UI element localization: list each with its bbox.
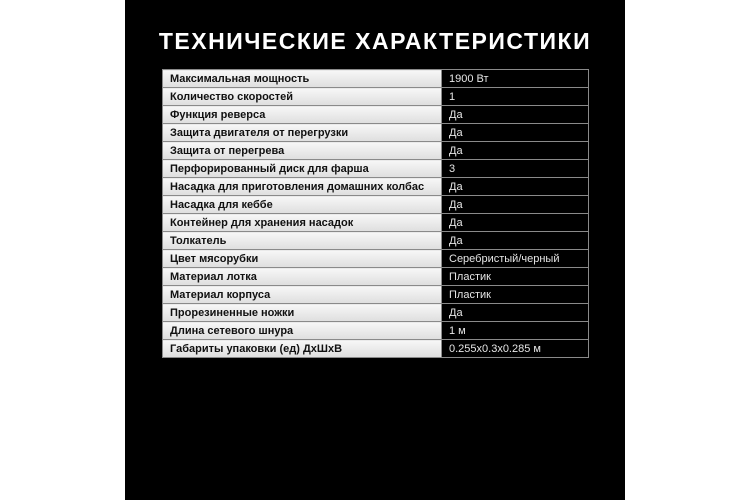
- table-row: [163, 286, 589, 304]
- spec-label: Толкатель: [163, 232, 442, 250]
- page-title: ТЕХНИЧЕСКИЕ ХАРАКТЕРИСТИКИ: [158, 28, 592, 54]
- spec-value: 1900 Вт: [442, 70, 589, 88]
- specs-table: [162, 69, 589, 358]
- table-row: [163, 106, 589, 124]
- table-row: [163, 142, 589, 160]
- spec-label: Перфорированный диск для фарша: [163, 160, 442, 178]
- spec-value: Да: [442, 196, 589, 214]
- table-row: [163, 340, 589, 358]
- spec-label: Насадка для приготовления домашних колбас: [163, 178, 442, 196]
- spec-panel: [125, 0, 625, 500]
- spec-value: Серебристый/черный: [442, 250, 589, 268]
- table-row: [163, 232, 589, 250]
- table-row: [163, 322, 589, 340]
- spec-value: Да: [442, 178, 589, 196]
- table-row: [163, 196, 589, 214]
- table-row: [163, 124, 589, 142]
- spec-label: Цвет мясорубки: [163, 250, 442, 268]
- spec-label: Материал лотка: [163, 268, 442, 286]
- table-row: [163, 268, 589, 286]
- spec-value: Да: [442, 232, 589, 250]
- spec-label: Контейнер для хранения насадок: [163, 214, 442, 232]
- spec-value: Пластик: [442, 268, 589, 286]
- spec-value: Пластик: [442, 286, 589, 304]
- spec-value: Да: [442, 214, 589, 232]
- spec-value: Да: [442, 304, 589, 322]
- spec-value: 1: [442, 88, 589, 106]
- spec-label: Количество скоростей: [163, 88, 442, 106]
- spec-value: 1 м: [442, 322, 589, 340]
- spec-value: Да: [442, 142, 589, 160]
- table-row: [163, 70, 589, 88]
- spec-label: Функция реверса: [163, 106, 442, 124]
- table-row: [163, 178, 589, 196]
- spec-label: Прорезиненные ножки: [163, 304, 442, 322]
- table-row: [163, 88, 589, 106]
- spec-label: Длина сетевого шнура: [163, 322, 442, 340]
- table-row: [163, 160, 589, 178]
- spec-label: Габариты упаковки (ед) ДхШхВ: [163, 340, 442, 358]
- table-row: [163, 214, 589, 232]
- table-row: [163, 304, 589, 322]
- spec-value: 3: [442, 160, 589, 178]
- spec-value: Да: [442, 106, 589, 124]
- spec-label: Материал корпуса: [163, 286, 442, 304]
- spec-value: Да: [442, 124, 589, 142]
- spec-label: Защита двигателя от перегрузки: [163, 124, 442, 142]
- spec-label: Насадка для кеббе: [163, 196, 442, 214]
- spec-value: 0.255x0.3x0.285 м: [442, 340, 589, 358]
- table-row: [163, 250, 589, 268]
- spec-label: Максимальная мощность: [163, 70, 442, 88]
- spec-label: Защита от перегрева: [163, 142, 442, 160]
